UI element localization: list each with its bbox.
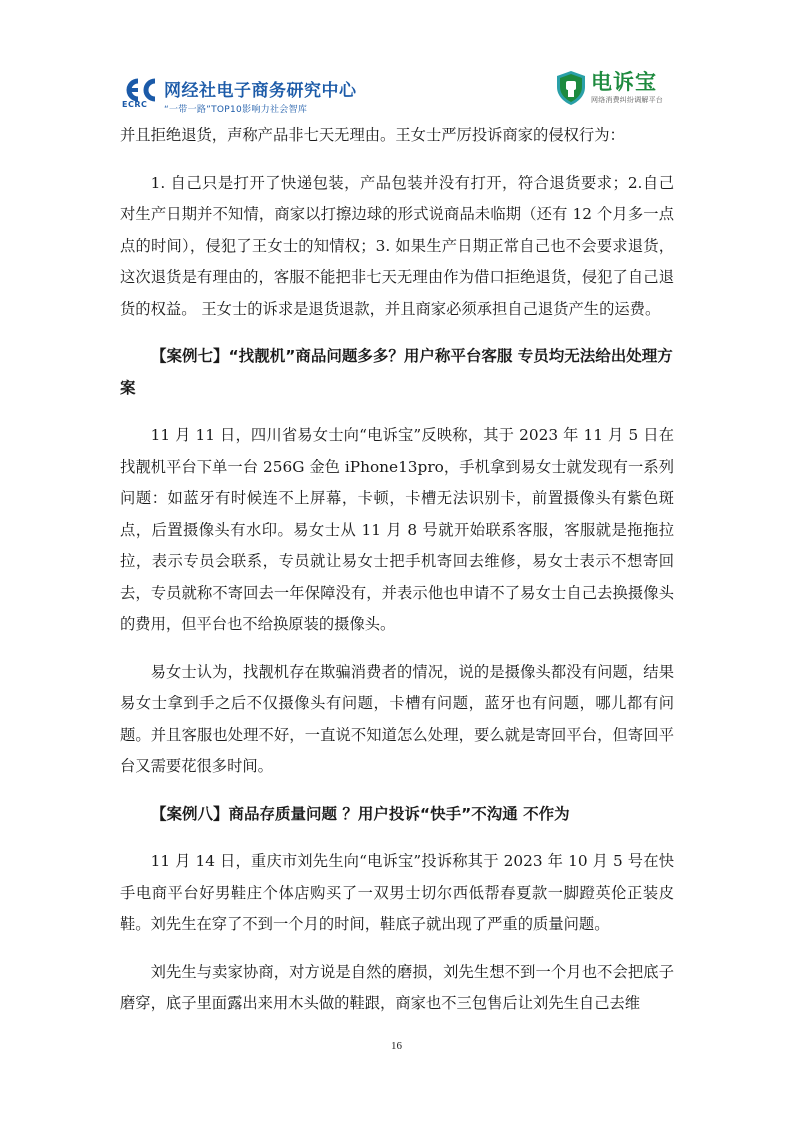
dianshubao-logo	[555, 70, 663, 106]
paragraph-case-eight: 11 月 14 日，重庆市刘先生向“电诉宝”投诉称其于 2023 年 10 月 5 号在快手电商平台好男鞋庄个体店购买了一双男士切尔西低帮春夏款一脚蹬英伦正装皮鞋。刘先生在穿了不到一个月的时间，鞋底子就出现了严重的质量问题。	[120, 852, 674, 933]
ecrc-logo	[122, 78, 357, 115]
paragraph-case-seven-opinion: 易女士认为，找靓机存在欺骗消费者的情况，说的是摄像头都没有问题，结果易女士拿到手之后不仅摄像头有问题，卡槽有问题，蓝牙也有问题，哪儿都有问题。并且客服也处理不好，一直说不知道怎么处理，要么就是寄回平台，但寄回平台又需要花很多时间。	[120, 662, 674, 775]
page-number: 16	[391, 1040, 402, 1052]
paragraph-case-eight-negotiation: 刘先生与卖家协商，对方说是自然的磨损，刘先生想不到一个月也不会把底子磨穿，底子里面露出来用木头做的鞋跟，商家也不三包售后让刘先生自己去维	[120, 962, 674, 1012]
page-body	[120, 120, 674, 1020]
brand-subtitle: 网络消费纠纷调解平台	[591, 96, 663, 104]
paragraph-case-seven: 11 月 11 日，四川省易女士向“电诉宝”反映称，其于 2023 年 11 月 5 日在找靓机平台下单一台 256G 金色 iPhone13pro，手机拿到易女士就发现有一系列问题：如蓝牙有时候连不上屏幕，卡顿，卡槽无法识别卡，前置摄像头有紫色斑点，后置摄像头有水印。易女士从 11 月 8 号就开始联系客服，客服就是拖拖拉拉，表示专员会联系，专员就让易女士把手机寄回去维修，易女士表示不想寄回去，专员就称不寄回去一年保障没有，并表示他也申请不了易女士自己去换摄像头的费用，但平台也不给换原装的摄像头。	[120, 426, 674, 633]
ecrc-mark-text: ECRC	[122, 100, 148, 109]
brand-name: 电诉宝	[591, 70, 657, 94]
org-name: 网经社电子商务研究中心	[164, 81, 357, 101]
paragraph-complaint-points: 1. 自己只是打开了快递包装，产品包装并没有打开，符合退货要求；2.自己对生产日期并不知情，商家以打擦边球的形式说商品未临期（还有 12 个月多一点点的时间），侵犯了王女士的知情权；3. 如果生产日期正常自己也不会要求退货，这次退货是有理由的，客服不能把非七天无理由作为借口拒绝退货，侵犯了自己退货的权益。 王女士的诉求是退货退款，并且商家必须承担自己退货产生的运费。	[120, 173, 674, 318]
case-seven-heading: 【案例七】“找靓机”商品问题多多？用户称平台客服 专员均无法给出处理方案	[120, 347, 673, 397]
case-eight-heading: 【案例八】商品存质量问题 ？用户投诉“快手”不沟通 不作为	[151, 804, 570, 823]
page-header	[0, 0, 793, 120]
shield-fist-icon	[555, 70, 587, 106]
ec-logo-icon	[122, 78, 158, 108]
org-tagline: “一带一路”TOP10影响力社会智库	[164, 105, 308, 115]
paragraph-continuation: 并且拒绝退货，声称产品非七天无理由。王女士严厉投诉商家的侵权行为：	[120, 126, 625, 144]
